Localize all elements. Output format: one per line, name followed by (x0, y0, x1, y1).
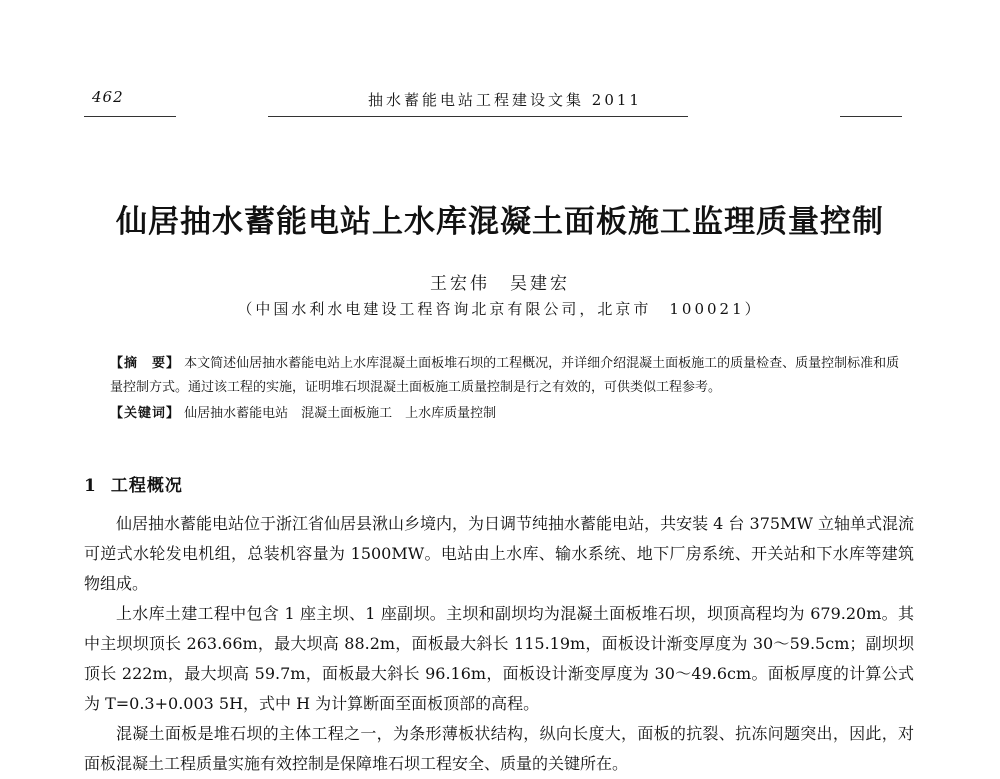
abstract-block (110, 352, 900, 426)
keywords-paragraph (110, 402, 900, 426)
running-title: 抽水蓄能电站工程建设文集 2011 (368, 91, 642, 109)
section-title: 工程概况 (110, 476, 183, 496)
abstract-text: 本文简述仙居抽水蓄能电站上水库混凝土面板堆石坝的工程概况，并详细介绍混凝土面板施工的质量检查、质量控制标准和质量控制方式。通过该工程的实施，证明堆石坝混凝土面板施工质量控制是行之有效的，可供类似工程参考。 (110, 356, 900, 395)
keywords-text: 仙居抽水蓄能电站 混凝土面板施工 上水库质量控制 (184, 406, 497, 421)
body-paragraph: 仙居抽水蓄能电站位于浙江省仙居县湫山乡境内，为日调节纯抽水蓄能电站，共安装 4 台 375MW 立轴单式混流可逆式水轮发电机组，总装机容量为 1500MW。电站由上水库、输水系统、地下厂房系统、开关站和下水库等建筑物组成。 (84, 514, 914, 593)
abstract-label: 【摘 要】 (110, 356, 181, 371)
section-heading (84, 471, 183, 496)
article-authors: 王宏伟 吴建宏 (430, 274, 570, 294)
header-rule-right (840, 116, 902, 117)
body-paragraph: 混凝土面板是堆石坝的主体工程之一，为条形薄板状结构，纵向长度大，面板的抗裂、抗冻问题突出，因此，对面板混凝土工程质量实施有效控制是保障堆石坝工程安全、质量的关键所在。 (84, 724, 914, 773)
header-rule-left (84, 116, 176, 117)
page-number: 462 (92, 88, 124, 106)
body-paragraph: 上水库土建工程中包含 1 座主坝、1 座副坝。主坝和副坝均为混凝土面板堆石坝，坝顶高程均为 679.20m。其中主坝坝顶长 263.66m，最大坝高 88.2m，面板最大斜长 115.19m，面板设计渐变厚度为 30～59.5cm；副坝坝顶长 222m，最大坝高 59.7m，面板最大斜长 96.16m，面板设计渐变厚度为 30～49.6cm。面板厚度的计算公式为 T=0.3+0.003 5H，式中 H 为计算断面至面板顶部的高程。 (84, 604, 914, 713)
header-rule-center (268, 116, 688, 117)
body-text (84, 509, 914, 779)
author-affiliation: （中国水利水电建设工程咨询北京有限公司，北京市 100021） (237, 300, 763, 318)
keywords-label: 【关键词】 (110, 406, 181, 421)
section-number: 1 (84, 476, 97, 496)
abstract-paragraph (110, 352, 900, 400)
article-title: 仙居抽水蓄能电站上水库混凝土面板施工监理质量控制 (116, 204, 884, 240)
